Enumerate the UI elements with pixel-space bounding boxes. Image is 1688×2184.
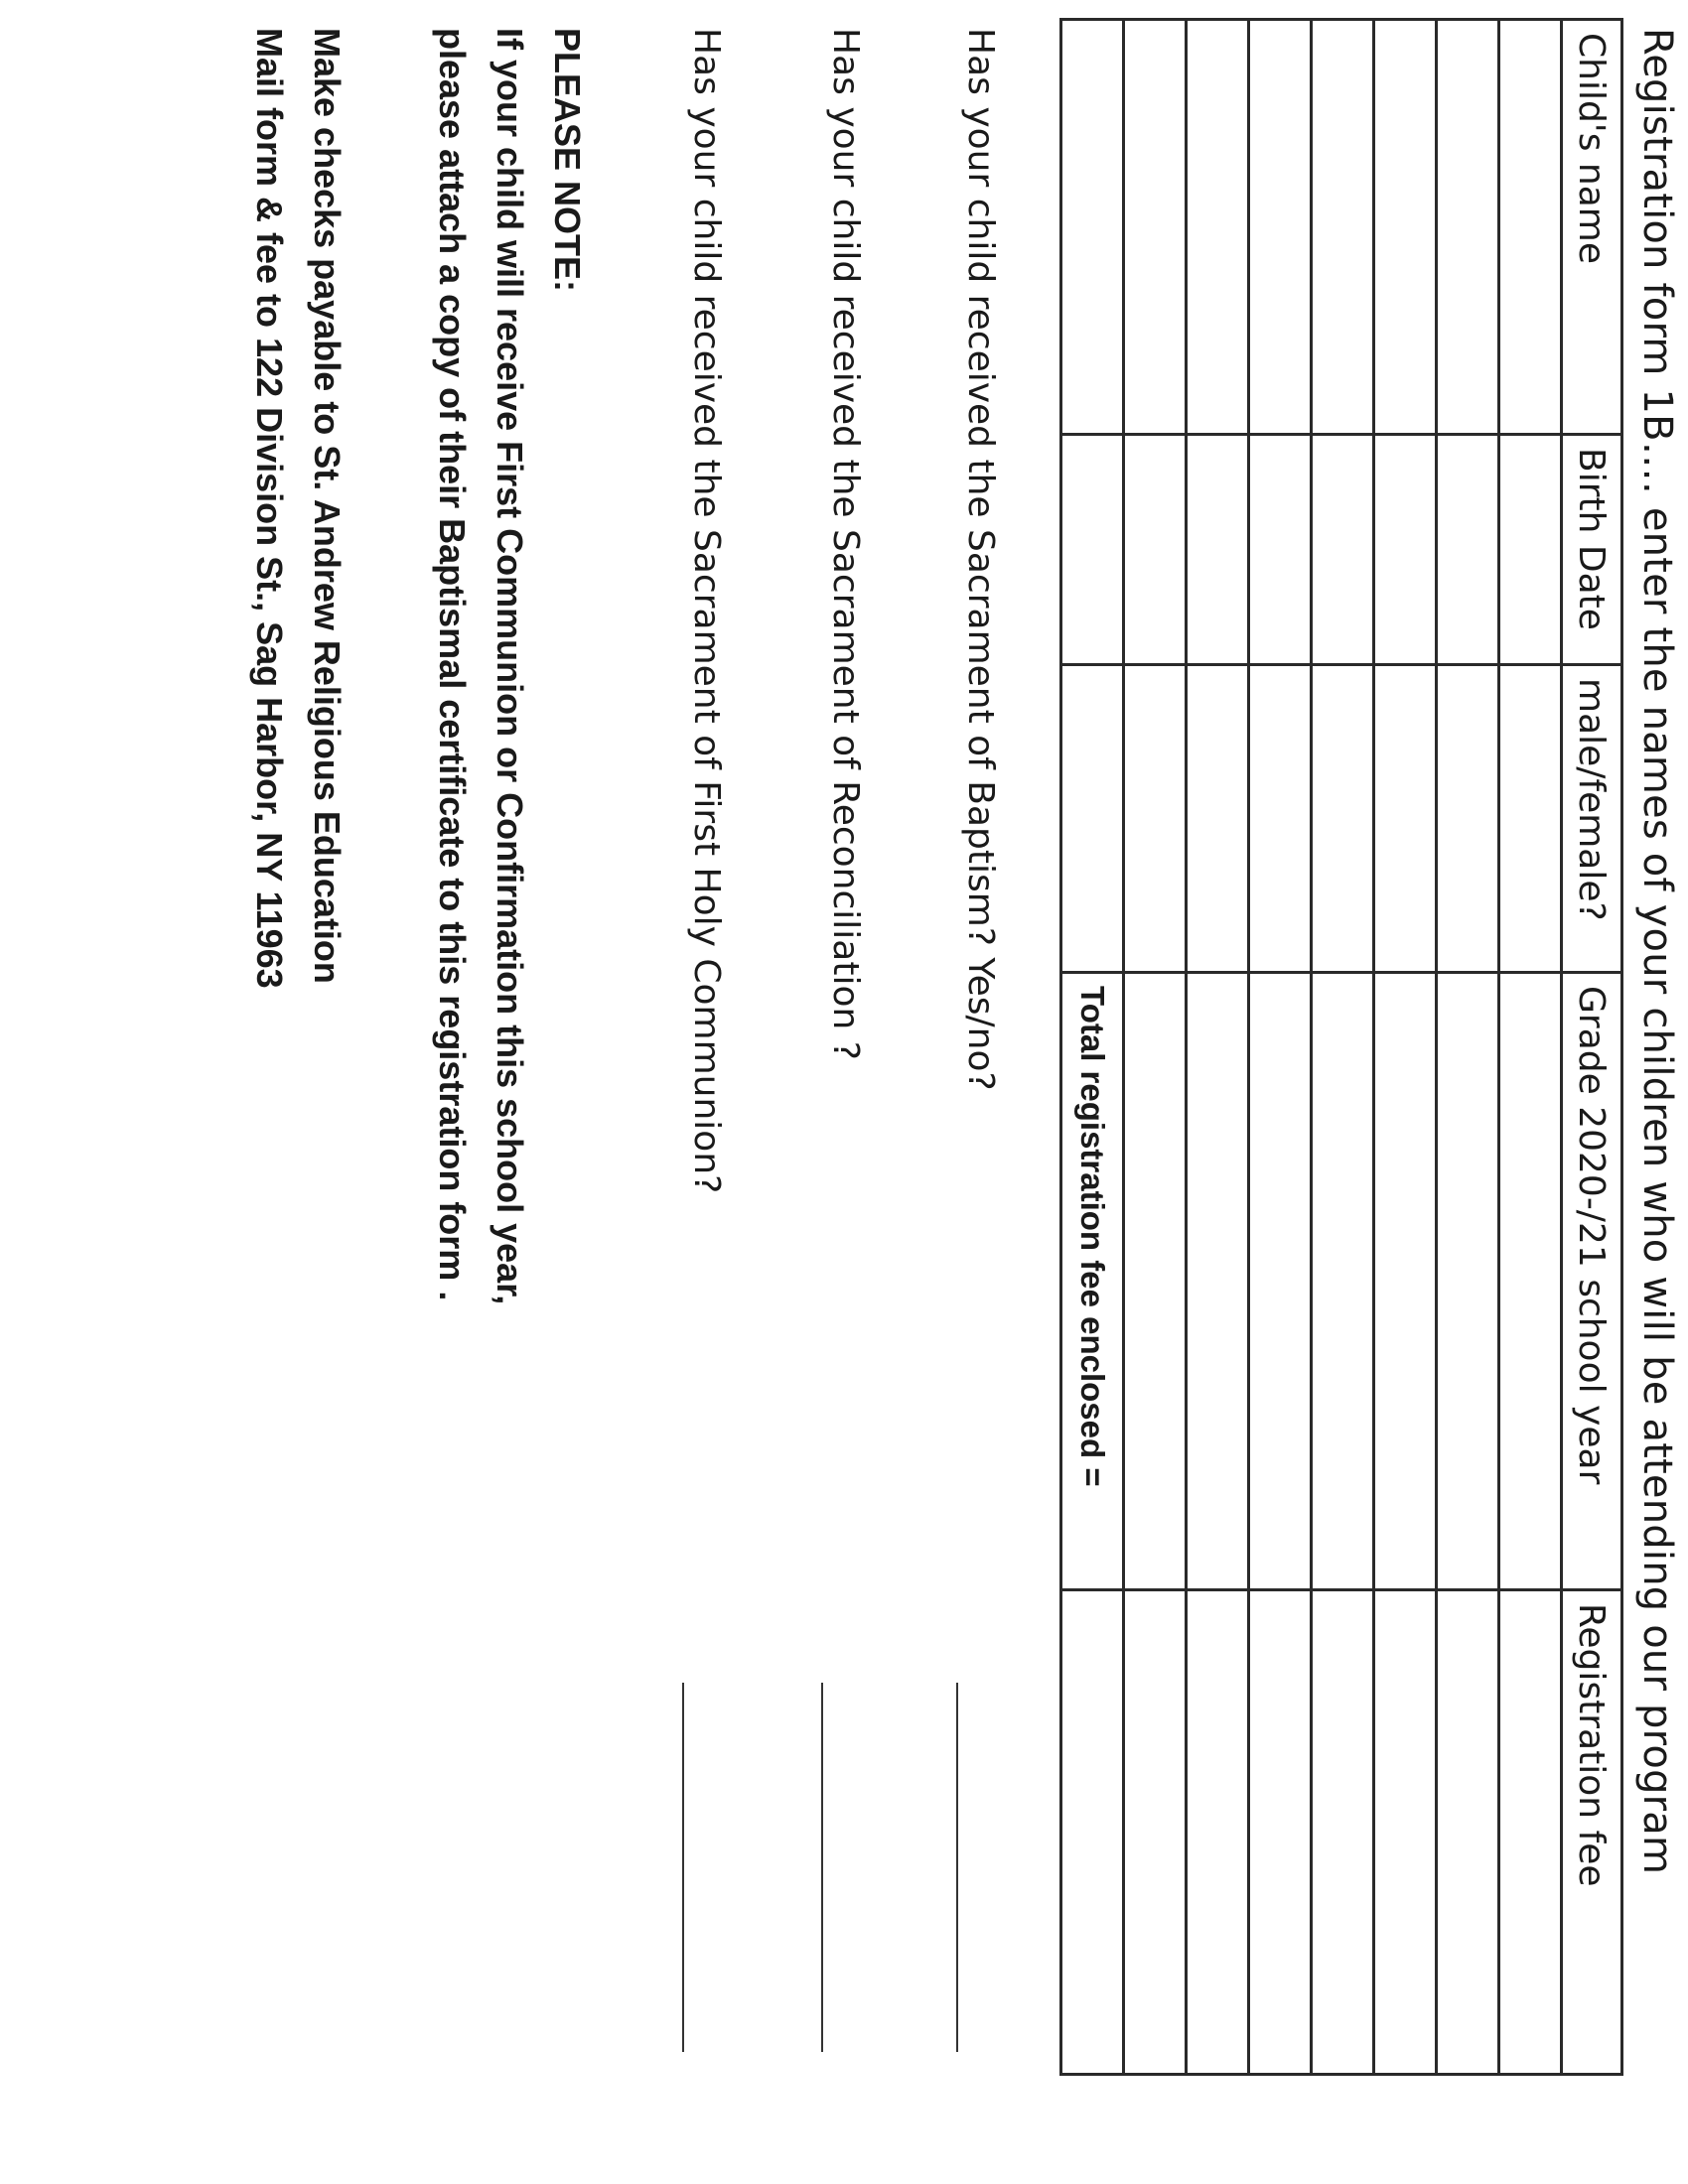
total-fee-cell[interactable] — [1061, 1590, 1124, 2075]
grade-cell[interactable] — [1437, 973, 1499, 1590]
mailing-address: Mail form & fee to 122 Division St., Sag Harbor, NY 11963 — [249, 28, 290, 989]
gender-cell[interactable] — [1437, 665, 1499, 973]
birth-date-cell[interactable] — [1374, 435, 1437, 665]
childs-name-cell[interactable] — [1187, 20, 1249, 435]
communion-question: Has your child received the Sacrament of First Holy Communion? — [686, 28, 727, 1194]
grade-cell[interactable] — [1124, 973, 1187, 1590]
birth-date-cell[interactable] — [1312, 435, 1374, 665]
gender-cell[interactable] — [1374, 665, 1437, 973]
table-row — [1187, 20, 1249, 2075]
table-row — [1437, 20, 1499, 2075]
total-row — [1061, 20, 1124, 2075]
childs-name-cell[interactable] — [1499, 20, 1562, 435]
reconciliation-question: Has your child received the Sacrament of Reconciliation ? — [825, 28, 866, 1060]
registration-fee-cell[interactable] — [1312, 1590, 1374, 2075]
reconciliation-answer-line[interactable] — [821, 1683, 823, 2052]
gender-cell[interactable] — [1312, 665, 1374, 973]
communion-answer-line[interactable] — [682, 1683, 684, 2052]
header-gender: male/female? — [1562, 665, 1622, 973]
childs-name-cell[interactable] — [1249, 20, 1312, 435]
gender-cell[interactable] — [1249, 665, 1312, 973]
table-row — [1374, 20, 1437, 2075]
table-row — [1124, 20, 1187, 2075]
total-fee-label: Total registration fee enclosed = — [1061, 973, 1124, 1590]
header-birth-date: Birth Date — [1562, 435, 1622, 665]
registration-fee-cell[interactable] — [1249, 1590, 1312, 2075]
header-registration-fee: Registration fee — [1562, 1590, 1622, 2075]
header-childs-name: Child's name — [1562, 20, 1622, 435]
table-row — [1249, 20, 1312, 2075]
header-grade: Grade 2020-/21 school year — [1562, 973, 1622, 1590]
table-row — [1312, 20, 1374, 2075]
registration-table — [1059, 18, 1623, 2076]
please-note-heading: PLEASE NOTE: — [547, 28, 588, 293]
table-row — [1499, 20, 1562, 2075]
note-line-1: If your child will receive First Communion or Confirmation this school year, — [490, 28, 530, 1305]
grade-cell[interactable] — [1187, 973, 1249, 1590]
form-title: Registration form 1B…. enter the names of your children who will be attending our program — [1634, 28, 1680, 1875]
total-spacer-cell — [1061, 665, 1124, 973]
registration-fee-cell[interactable] — [1437, 1590, 1499, 2075]
gender-cell[interactable] — [1499, 665, 1562, 973]
note-line-2: please attach a copy of their Baptismal certificate to this registration form . — [432, 28, 473, 1301]
total-spacer-cell — [1061, 435, 1124, 665]
table-header-row — [1562, 20, 1622, 2075]
payment-instructions: Make checks payable to St. Andrew Religious Education — [307, 28, 348, 984]
registration-fee-cell[interactable] — [1374, 1590, 1437, 2075]
gender-cell[interactable] — [1187, 665, 1249, 973]
baptism-question: Has your child received the Sacrament of Baptism? Yes/no? — [960, 28, 1001, 1091]
birth-date-cell[interactable] — [1499, 435, 1562, 665]
grade-cell[interactable] — [1312, 973, 1374, 1590]
registration-fee-cell[interactable] — [1499, 1590, 1562, 2075]
total-spacer-cell — [1061, 20, 1124, 435]
childs-name-cell[interactable] — [1374, 20, 1437, 435]
birth-date-cell[interactable] — [1124, 435, 1187, 665]
registration-fee-cell[interactable] — [1187, 1590, 1249, 2075]
childs-name-cell[interactable] — [1124, 20, 1187, 435]
grade-cell[interactable] — [1374, 973, 1437, 1590]
gender-cell[interactable] — [1124, 665, 1187, 973]
registration-fee-cell[interactable] — [1124, 1590, 1187, 2075]
childs-name-cell[interactable] — [1437, 20, 1499, 435]
grade-cell[interactable] — [1499, 973, 1562, 1590]
birth-date-cell[interactable] — [1437, 435, 1499, 665]
birth-date-cell[interactable] — [1187, 435, 1249, 665]
childs-name-cell[interactable] — [1312, 20, 1374, 435]
baptism-answer-line[interactable] — [956, 1683, 958, 2052]
birth-date-cell[interactable] — [1249, 435, 1312, 665]
grade-cell[interactable] — [1249, 973, 1312, 1590]
